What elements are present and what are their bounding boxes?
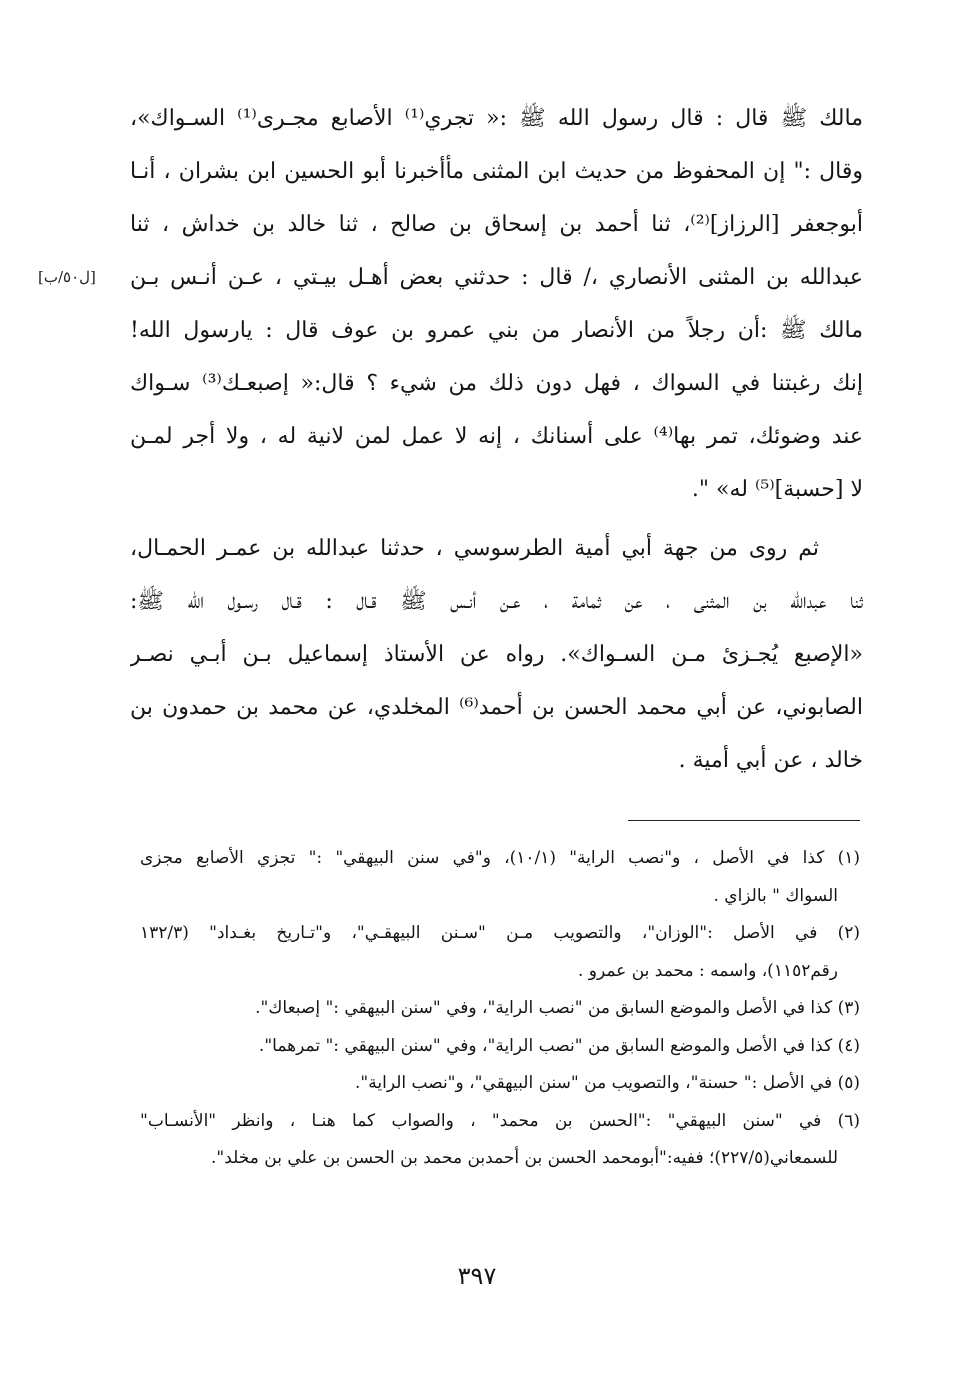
footnote-line: (٤) كذا في الأصل والموضع السابق من "نصب الراية"، وفي "سنن البيهقي :" تمرهما". <box>258 1035 860 1056</box>
main-text <box>130 92 863 787</box>
footnote-line: رقم١١٥٢)، واسمه : محمد بن عمرو . <box>577 960 838 981</box>
footnote-line: للسمعاني(٢٢٧/٥)؛ ففيه:"أبومحمد الحسن بن أحمدبن محمد بن الحسن بن علي بن مخلد". <box>211 1148 838 1168</box>
text-line: ثنا عبدالله بن المثنى ، عن ثمامة ، عـن أنـس ﷺ قـال : قـال رسـول الله ﷺ: <box>130 589 863 614</box>
footnote-line: (٦) في "سنن البيهقي" :"الحسن بن محمد" ، والصواب كما هنـا ، وانظر "الأنسـاب" <box>140 1110 860 1131</box>
text-line: مالك ﷺ قال : قال رسول الله ﷺ :« تجري⁽¹⁾ الأصابع مجـرى⁽¹⁾ السـواك»، <box>130 106 863 131</box>
folio-margin-note: [ل٥٠/ب] <box>38 268 96 286</box>
footnote-line: (١) كذا في الأصل ، و"نصب الراية" (١٠/١)، و"في سنن البيهقي" :" تجزي الأصابع مجزى <box>140 848 860 868</box>
text-line: أبوجعفر [الرزاز]⁽²⁾، ثنا أحمد بن إسحاق بن صالح ، ثنا خالد بن خداش ، ثنا <box>130 212 863 237</box>
footnotes <box>140 840 860 1178</box>
footnote-line: (٥) في الأصل :" حسنة"، والتصويب من "سنن البيهقي"، و"نصب الراية". <box>355 1073 860 1093</box>
footnote-line: (٣) كذا في الأصل والموضع السابق من "نصب الراية"، وفي "سنن البيهقي :" إصبعاك". <box>255 998 860 1018</box>
footnote-line: السواك " بالزاي . <box>713 885 838 906</box>
page-number: ٣٩٧ <box>457 1262 497 1290</box>
text-line: لا [حسبة]⁽⁵⁾ له» ". <box>691 477 863 502</box>
footnote-line: (٢) في الأصل :"الوزان"، والتصويب مـن "سـنن البيهقـي"، و"تـاريخ بغـداد" (١٣٢/٣ <box>140 923 860 943</box>
text-line: خالد ، عن أبي أمية . <box>678 748 863 773</box>
text-line: إنك رغبتنا في السواك ، فهل دون ذلك من شيء ؟ قال:« إصبعـك⁽³⁾ سـواك <box>130 371 863 396</box>
text-line: الصابوني، عن أبي محمد الحسن بن أحمد⁽⁶⁾ المخلدي، عن محمد بن حمدون بن <box>130 695 863 720</box>
text-line: عند وضوئك، تمر بها⁽⁴⁾ على أسنانك ، إنه لا عمل لمن لانية له ، ولا أجر لمـن <box>130 424 863 449</box>
footnote-separator <box>628 820 860 821</box>
text-line: ثم روى من جهة أبي أمية الطرسوسي ، حدثنا عبدالله بن عمـر الحمـال، <box>130 536 819 561</box>
text-line: مالك ﷺ :أن رجلاً من الأنصار من بني عمرو بن عوف قال : يارسول الله! <box>130 318 863 343</box>
text-line: عبدالله بن المثنى الأنصاري ،/ قال : حدثني بعض أهـل بيـتي ، عـن أنـس بـن <box>130 265 863 290</box>
text-line: وقال :" إن المحفوظ من حديث ابن المثنى مأأخبرنا أبو الحسين ابن بشران ، أنـا <box>130 159 863 184</box>
text-line: «الإصبع يُجـزئ مـن السـواك». رواه عن الأستاذ إسماعيل بـن أبـي نصـر <box>130 642 863 667</box>
